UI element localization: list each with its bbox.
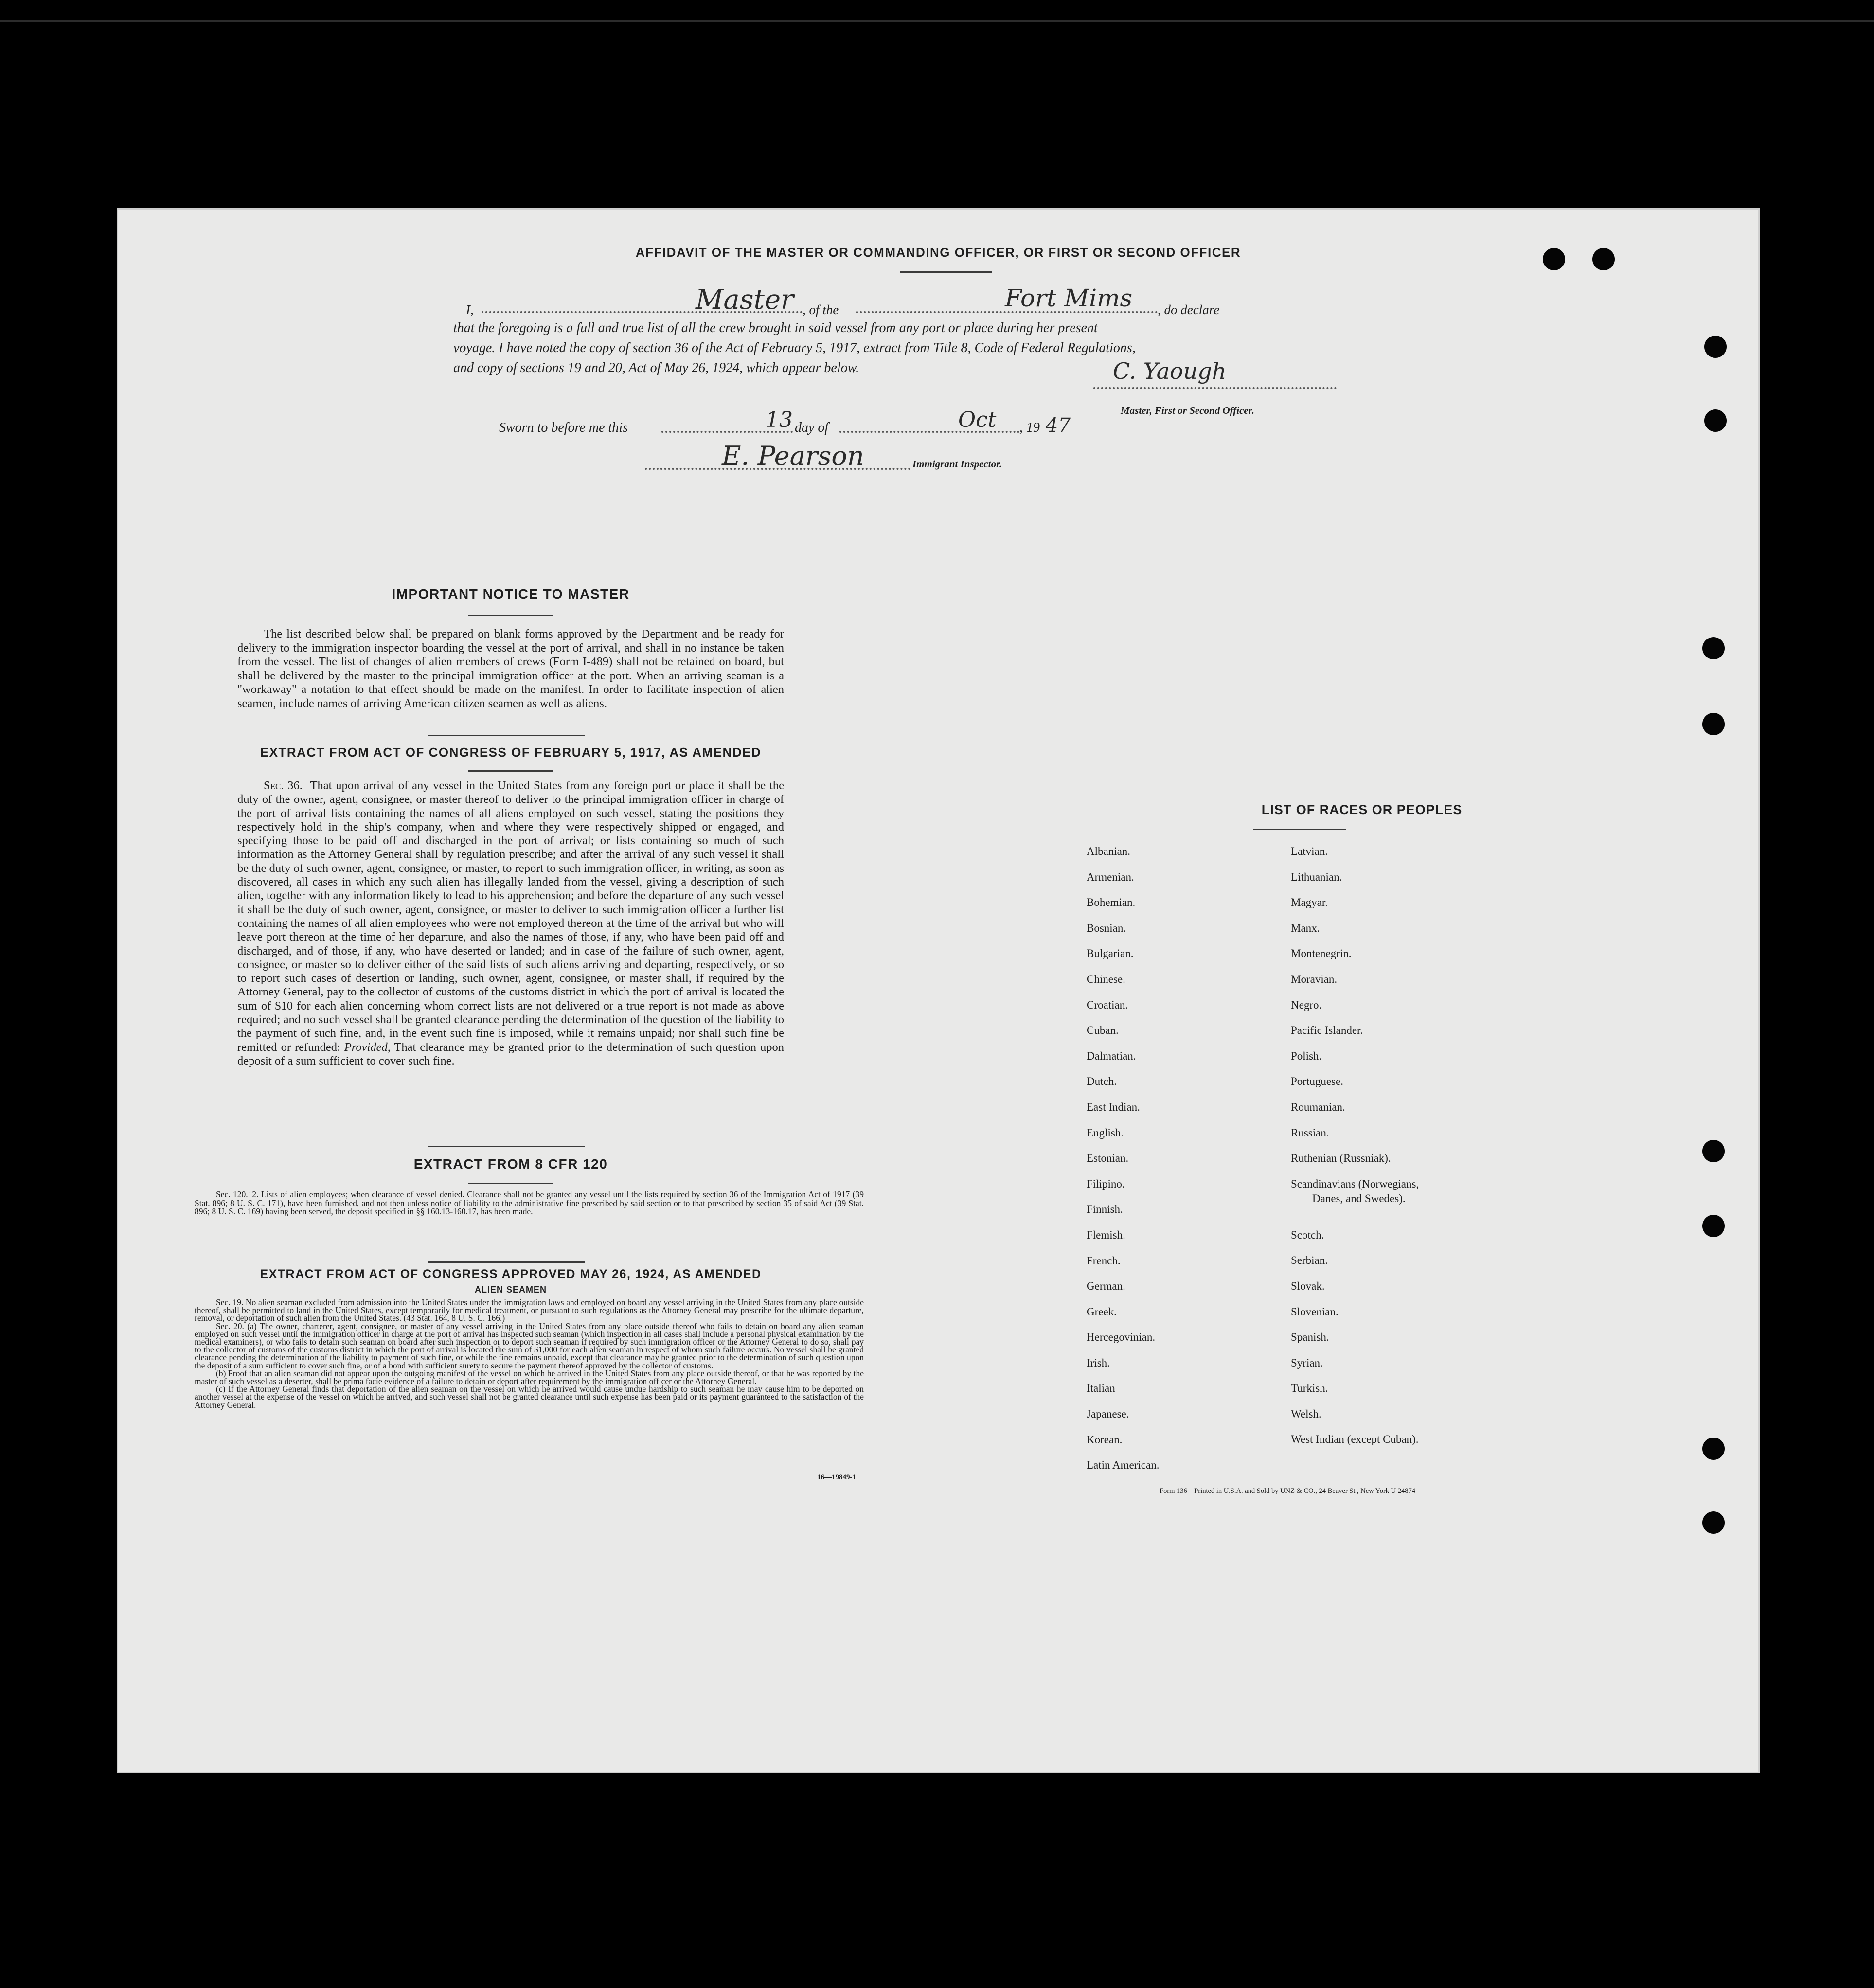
scan-border-line: [0, 20, 1874, 22]
act1924-sec19: Sec. 19. No alien seaman excluded from admission into the United States under the immigration laws and employed on board any vessel arriving in the United States from any place outside thereof, shall be permitted to land in the United States, except temporarily for medical treatment, or pursuant to such regulations as the Attorney General may prescribe for the ultimate departure, removal, or deportation of such alien from the United States. (43 Stat. 164, 8 U. S. C. 166.): [195, 1297, 864, 1323]
race-item: Syrian.: [1291, 1356, 1323, 1369]
act1917-body-end: That clearance may be granted prior to the determination of such question upon deposit of a sum sufficient to cover such fine.: [237, 1040, 785, 1067]
race-item: Latvian.: [1291, 845, 1328, 857]
race-item: Lithuanian.: [1291, 870, 1342, 883]
race-item: Portuguese.: [1291, 1075, 1343, 1088]
race-item: Albanian.: [1087, 845, 1131, 857]
race-item: Greek.: [1087, 1305, 1117, 1318]
race-item: Moravian.: [1291, 973, 1338, 985]
race-item: Spanish.: [1291, 1331, 1329, 1344]
affidavit-body: [453, 318, 1136, 378]
race-item: Roumanian.: [1291, 1100, 1345, 1113]
punch-hole: [1702, 1438, 1725, 1460]
race-item: Dutch.: [1087, 1075, 1117, 1088]
act1917-text: [237, 779, 784, 1068]
punch-hole: [1704, 336, 1727, 358]
race-item: French.: [1087, 1254, 1121, 1267]
sworn-label: Sworn to before me this: [499, 420, 628, 435]
race-item-scandinavians-line2: Danes, and Swedes).: [1312, 1192, 1406, 1205]
act1917-provided-label: Provided,: [344, 1040, 391, 1054]
act1917-sec-label: Sec. 36.: [264, 779, 303, 792]
race-item: Manx.: [1291, 922, 1320, 934]
punch-hole: [1702, 1215, 1725, 1237]
race-item: Estonian.: [1087, 1152, 1129, 1165]
race-item: Korean.: [1087, 1433, 1123, 1446]
race-item: Negro.: [1291, 998, 1322, 1011]
affidavit-line-4: and copy of sections 19 and 20, Act of May 26, 1924, which appear below.: [453, 360, 859, 375]
race-item: Filipino.: [1087, 1177, 1125, 1190]
affidavit-title: AFFIDAVIT OF THE MASTER OR COMMANDING OFFICER, OR FIRST OR SECOND OFFICER: [635, 245, 1241, 260]
race-item: Armenian.: [1087, 870, 1134, 883]
race-item: Japanese.: [1087, 1408, 1129, 1420]
act1924-sec20b: (b) Proof that an alien seaman did not appear upon the outgoing manifest of the vessel on which he arrived in the United States from any place outside thereof, or that he was reported by the master of such vessel as a deserter, shall be prima facie evidence of a failure to detain or deport after requirement by the immigration officer or the Attorney General.: [195, 1368, 864, 1386]
of-the-label: , of the: [803, 302, 839, 317]
punch-hole: [1702, 637, 1725, 659]
race-item: Montenegrin.: [1291, 947, 1352, 960]
act1924-sec20a: Sec. 20. (a) The owner, charterer, agent, consignee, or master of any vessel arriving in the United States from any place outside thereof who fails to detain on board any alien seaman employed on such vessel until the immigration officer in charge at the port of arrival has inspected such seaman (which inspection in all cases shall include a personal physical examination by the medical examiners), or who fails to detain such seaman on board after such inspection or to deport such seaman if required by such immigration officer or the Attorney General to do so, shall pay to the collector of customs of the customs district in which the port of arrival is located the sum of $1,000 for each alien seaman in respect of whom such failure occurs. No vessel shall be granted clearance pending the determination of the liability to payment of such fine, or while the fine remains unpaid, except that clearance may be granted prior to the determination of such question upon the deposit of a sum sufficient to cover such fine, or of a bond with sufficient surety to secure the payment thereof approved by the collector of customs.: [195, 1321, 864, 1370]
race-item: East Indian.: [1087, 1100, 1140, 1113]
act1924-sec20c: (c) If the Attorney General finds that deportation of the alien seaman on the vessel on which he arrived would cause undue hardship to such seaman he may cause him to be deported on another vessel at the expense of the vessel on which he arrived, and such vessel shall not be granted clearance until such expense has been paid or its payment guaranteed to the satisfaction of the Attorney General.: [195, 1384, 864, 1410]
vessel-handwritten: Fort Mims: [1005, 284, 1133, 312]
notice-rule: [468, 615, 553, 616]
race-item: Flemish.: [1087, 1228, 1125, 1241]
inspector-caption: Immigrant Inspector.: [912, 458, 1002, 470]
year-label: , 19: [1019, 420, 1040, 435]
title-rule: [900, 271, 992, 273]
day-handwritten: 13: [766, 408, 793, 432]
act1917-title: EXTRACT FROM ACT OF CONGRESS OF FEBRUARY 5, 1917, AS AMENDED: [260, 745, 762, 760]
act1924-top-rule: [428, 1261, 585, 1263]
act1917-rule: [468, 770, 553, 772]
race-item: Welsh.: [1291, 1407, 1321, 1420]
race-item: Bulgarian.: [1087, 947, 1134, 960]
race-item: Pacific Islander.: [1291, 1024, 1363, 1037]
race-item-scandinavians: Scandinavians (Norwegians, Danes, and Swedes).: [1291, 1177, 1419, 1228]
race-item: Dalmatian.: [1087, 1049, 1136, 1062]
race-item: West Indian (except Cuban).: [1291, 1433, 1419, 1446]
race-item: Cuban.: [1087, 1024, 1119, 1037]
punch-hole: [1702, 713, 1725, 735]
race-item: English.: [1087, 1126, 1124, 1139]
race-item: Croatian.: [1087, 998, 1128, 1011]
day-of-label: day of: [795, 420, 829, 435]
race-item: Polish.: [1291, 1049, 1322, 1062]
notice-text: The list described below shall be prepared on blank forms approved by the Department and be ready for delivery to the immigration inspector boarding the vessel at the port of arrival, and shall in no instance be taken from the vessel. The list of changes of alien members of crews (Form I-489) shall not be retained on board, but shall be delivered by the master to the principal immigration officer at the port. When an arriving seaman is a "workaway" a notation to that effect should be made on the manifest. In order to facilitate inspection of alien seamen, include names of arriving American citizen seamen as well as aliens.: [237, 627, 784, 710]
master-handwritten: Master: [696, 284, 794, 316]
act1924-subtitle: ALIEN SEAMEN: [474, 1285, 547, 1295]
race-item: Irish.: [1087, 1356, 1110, 1369]
races-title: LIST OF RACES OR PEOPLES: [1261, 802, 1463, 817]
affidavit-line-2: that the foregoing is a full and true list of all the crew brought in said vessel from any port or place during her present: [453, 320, 1098, 336]
punch-hole: [1702, 1140, 1725, 1162]
race-item: Serbian.: [1291, 1254, 1328, 1267]
race-item: Italian: [1087, 1382, 1115, 1395]
race-item: Slovenian.: [1291, 1305, 1339, 1318]
races-rule: [1253, 829, 1346, 830]
act1917-top-rule: [428, 735, 585, 736]
affidavit-i-label: I,: [466, 302, 474, 317]
race-item: Turkish.: [1291, 1382, 1328, 1395]
race-item: German.: [1087, 1280, 1125, 1293]
races-column-1: [1087, 844, 1159, 1477]
signature-caption: Master, First or Second Officer.: [1121, 405, 1254, 416]
race-item: Hercegovinian.: [1087, 1331, 1156, 1344]
act1924-title: EXTRACT FROM ACT OF CONGRESS APPROVED MAY 26, 1924, AS AMENDED: [260, 1267, 762, 1281]
act1924-text: [195, 1298, 864, 1409]
cfr-title: EXTRACT FROM 8 CFR 120: [413, 1156, 608, 1172]
cfr-text: Sec. 120.12. Lists of alien employees; when clearance of vessel denied. Clearance shall not be granted any vessel until the lists required by section 36 of the Immigration Act of 1917 (39 Stat. 896; 8 U. S. C. 171), have been furnished, and not then unless notice of liability to the administrative fine prescribed by said section or to that prescribed by section 35 of said Act (39 Stat. 896; 8 U. S. C. 169) having been served, the deposit specified in §§ 160.13-160.17, has been made.: [195, 1189, 864, 1216]
form-sheet: [117, 208, 1760, 1773]
races-column-2: [1291, 844, 1419, 1458]
form-code: 16—19849-1: [817, 1473, 856, 1481]
act1917-body: That upon arrival of any vessel in the United States from any foreign port or place it shall be the duty of the owner, agent, consignee, or master thereof to deliver to the principal immigration officer in charge of the port of arrival lists containing the names of all aliens employed on such vessel, stating the positions they respectively hold in the ship's company, when and where they were respectively shipped or engaged, and specifying those to be paid off and discharged in the port of arrival; or lists containing so much of such information as the Attorney General shall by regulation prescribe; and after the arrival of any such vessel it shall be the duty of such owner, agent, consignee, or master, to report to such immigration officer, in writing, as soon as discovered, all cases in which any such alien has illegally landed from the vessel, giving a description of such alien, together with any information likely to lead to his apprehension; and before the departure of any such vessel it shall be the duty of such owner, agent, consignee, or master to deliver to such immigration officer a further list containing the names of all alien employees who were not employed thereon at the time of the arrival but who will leave port thereon at the time of her departure, and also the names of those, if any, who have been paid off and discharged, and of those, if any, who have deserted or landed; and in case of the failure of such owner, agent, consignee, or master so to deliver either of the said lists of such aliens arriving and departing, respectively, or so to report such cases of desertion or landing, such owner, agent, consignee, or master shall, if required by the Attorney General, pay to the collector of customs of the customs district in which the port of arrival is located the sum of $10 for each alien concerning whom correct lists are not delivered or a true report is not made as above required; and no such vessel shall be granted clearance pending the determination of the question of the liability to the payment of such fine, and, in the event such fine is imposed, while it remains unpaid; nor shall such fine be remitted or refunded:: [237, 779, 784, 1054]
race-item: Bohemian.: [1087, 896, 1136, 909]
signature-blank: [1093, 387, 1337, 389]
inspector-signature: E. Pearson: [722, 441, 864, 471]
cfr-rule: [468, 1183, 553, 1184]
affidavit-line-3: voyage. I have noted the copy of section 36 of the Act of February 5, 1917, extract from Title 8, Code of Federal Regulations,: [453, 340, 1136, 355]
race-item: Latin American.: [1087, 1459, 1160, 1472]
notice-title: IMPORTANT NOTICE TO MASTER: [392, 586, 630, 602]
race-item: Magyar.: [1291, 896, 1328, 909]
race-item: Slovak.: [1291, 1279, 1325, 1292]
race-item: Finnish.: [1087, 1203, 1123, 1216]
month-handwritten: Oct: [958, 408, 997, 432]
cfr-top-rule: [428, 1146, 585, 1147]
printer-footer: Form 136—Printed in U.S.A. and Sold by UNZ & CO., 24 Beaver St., New York U 24874: [1160, 1487, 1416, 1495]
do-declare-label: , do declare: [1158, 302, 1220, 317]
year-handwritten: 47: [1046, 414, 1071, 437]
race-item: Bosnian.: [1087, 922, 1126, 934]
punch-hole: [1704, 409, 1727, 432]
race-item: Ruthenian (Russniak).: [1291, 1152, 1391, 1165]
race-item: Chinese.: [1087, 973, 1125, 985]
race-item: Scotch.: [1291, 1228, 1324, 1241]
master-signature: C. Yaough: [1113, 358, 1227, 384]
punch-hole: [1702, 1511, 1725, 1534]
race-item: Russian.: [1291, 1126, 1329, 1139]
